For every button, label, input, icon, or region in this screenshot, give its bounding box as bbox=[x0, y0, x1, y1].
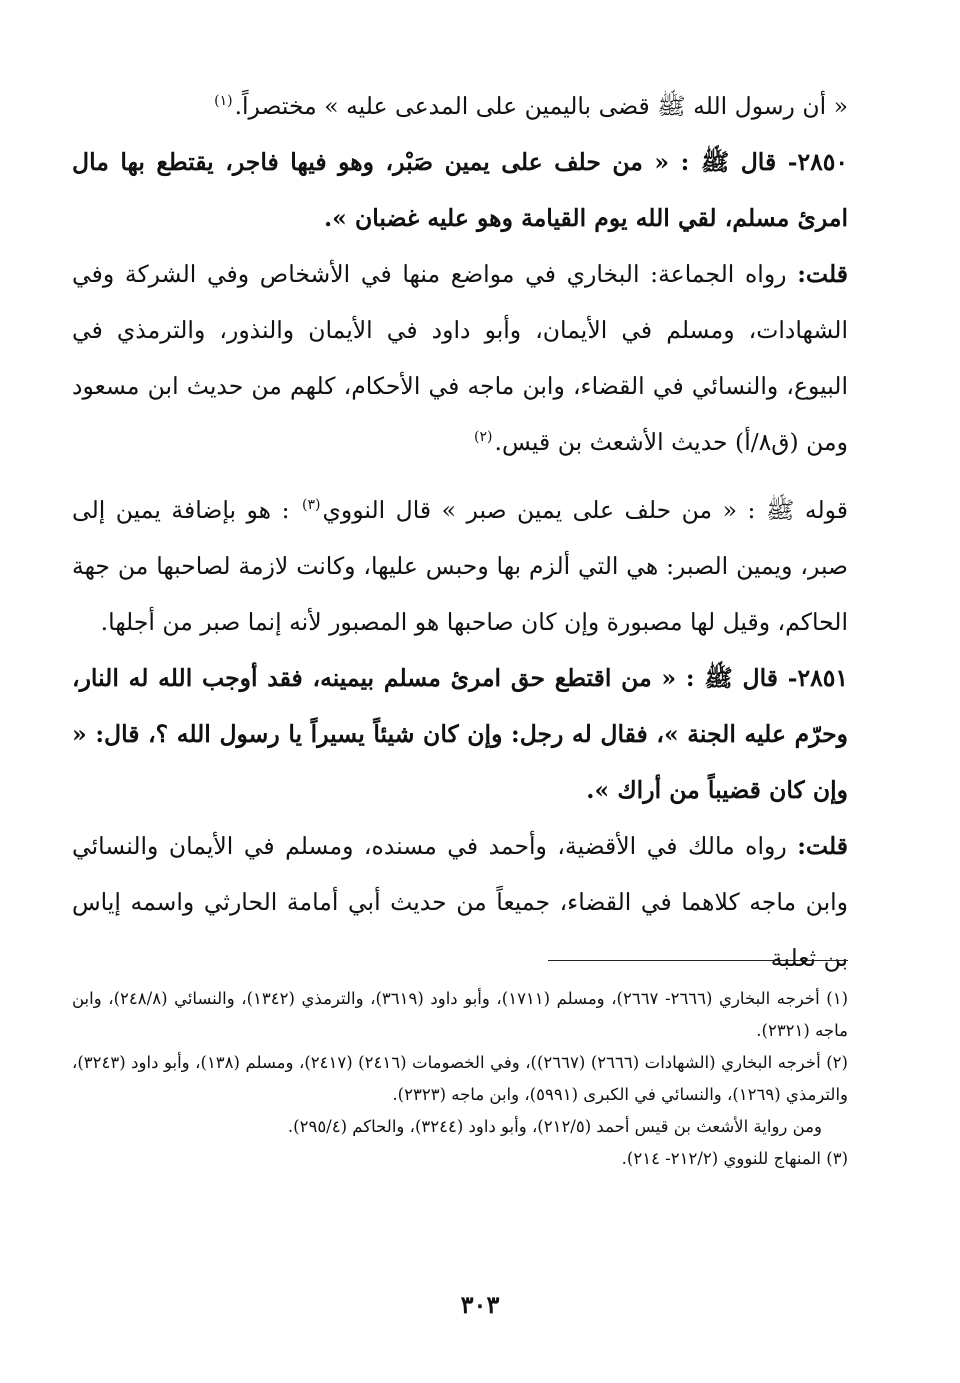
hadith-2850-text: ٢٨٥٠- قال ﷺ : « من حلف على يمين صَبْر، وهو فيها فاجر، يقتطع بها مال امرئ مسلم، لقي الله يوم القيامة وهو عليه غضبان ». bbox=[72, 148, 848, 232]
footnote-3: (٣) المنهاج للنووي (٢١٢/٢- ٢١٤). bbox=[621, 1149, 848, 1168]
footnote-ref-1: (١) bbox=[214, 93, 233, 110]
hadith-2851-text: ٢٨٥١- قال ﷺ : « من اقتطع حق امرئ مسلم بيمينه، فقد أوجب الله له النار، وحرّم عليه الجنة »، فقال له رجل: وإن كان شيئاً يسيراً يا رسول الله ؟، قال: « وإن كان قضيباً من أراك ». bbox=[72, 664, 848, 804]
intro-line: « أن رسول الله ﷺ قضى باليمين على المدعى عليه » مختصراً. bbox=[234, 92, 848, 120]
commentary-2851-text: رواه مالك في الأقضية، وأحمد في مسنده، ومسلم في الأيمان والنسائي وابن ماجه كلاهما في القضاء، جميعاً من حديث أبي أمامة الحارثي واسمه إياس بن ثعلبة bbox=[72, 832, 848, 972]
footnote-2: (٢) أخرجه البخاري (الشهادات (٢٦٦٦) (٢٦٦٧))، وفي الخصومات (٢٤١٦) (٢٤١٧)، ومسلم (١٣٨)، وأبو داود (٣٢٤٣)، والترمذي (١٢٦٩)، والنسائي في الكبرى (٥٩٩١)، وابن ماجه (٢٣٢٣). bbox=[72, 1053, 848, 1104]
footnote-2-continuation: ومن رواية الأشعث بن قيس أحمد (٢١٢/٥)، وأبو داود (٣٢٤٤)، والحاكم (٢٩٥/٤). bbox=[287, 1117, 822, 1136]
footnote-ref-3: (٣) bbox=[302, 497, 321, 514]
commentary-label: قلت: bbox=[797, 260, 848, 288]
explanation-part1: قوله ﷺ : « من حلف على يمين صبر » قال النووي bbox=[322, 496, 848, 524]
explanation-part2: : هو بإضافة يمين إلى صبر، ويمين الصبر: هي التي ألزم بها وحبس عليها، وكانت لازمة لصاحبها من جهة الحاكم، وقيل لها مصبورة وإن كان صاحبها هو المصبور لأنه إنما صبر من أجلها. bbox=[72, 496, 848, 636]
commentary-2850 bbox=[72, 246, 848, 470]
footnote-ref-2: (٢) bbox=[474, 429, 493, 446]
footnote-1: (١) أخرجه البخاري (٢٦٦٦- ٢٦٦٧)، ومسلم (١٧١١)، وأبو داود (٣٦١٩)، والترمذي (١٣٤٢)، والنسائي (٢٤٨/٨)، وابن ماجه (٢٣٢١). bbox=[72, 989, 849, 1040]
main-text bbox=[72, 78, 848, 986]
hadith-2851 bbox=[72, 650, 848, 818]
footnote-divider bbox=[548, 960, 848, 961]
commentary-2850-text: رواه الجماعة: البخاري في مواضع منها في الأشخاص وفي الشركة وفي الشهادات، ومسلم في الأيمان، وأبو داود في الأيمان والنذور، والترمذي في البيوع، والنسائي في القضاء، وابن ماجه في الأحكام، كلهم من حديث ابن مسعود ومن (ق٨/أ) حديث الأشعث بن قيس. bbox=[72, 260, 848, 456]
intro-paragraph bbox=[72, 78, 848, 134]
commentary-label: قلت: bbox=[797, 832, 848, 860]
page-number: ٣٠٣ bbox=[460, 1290, 500, 1319]
hadith-2850 bbox=[72, 134, 848, 246]
explanation-paragraph bbox=[72, 482, 848, 650]
footnotes bbox=[72, 983, 848, 1175]
